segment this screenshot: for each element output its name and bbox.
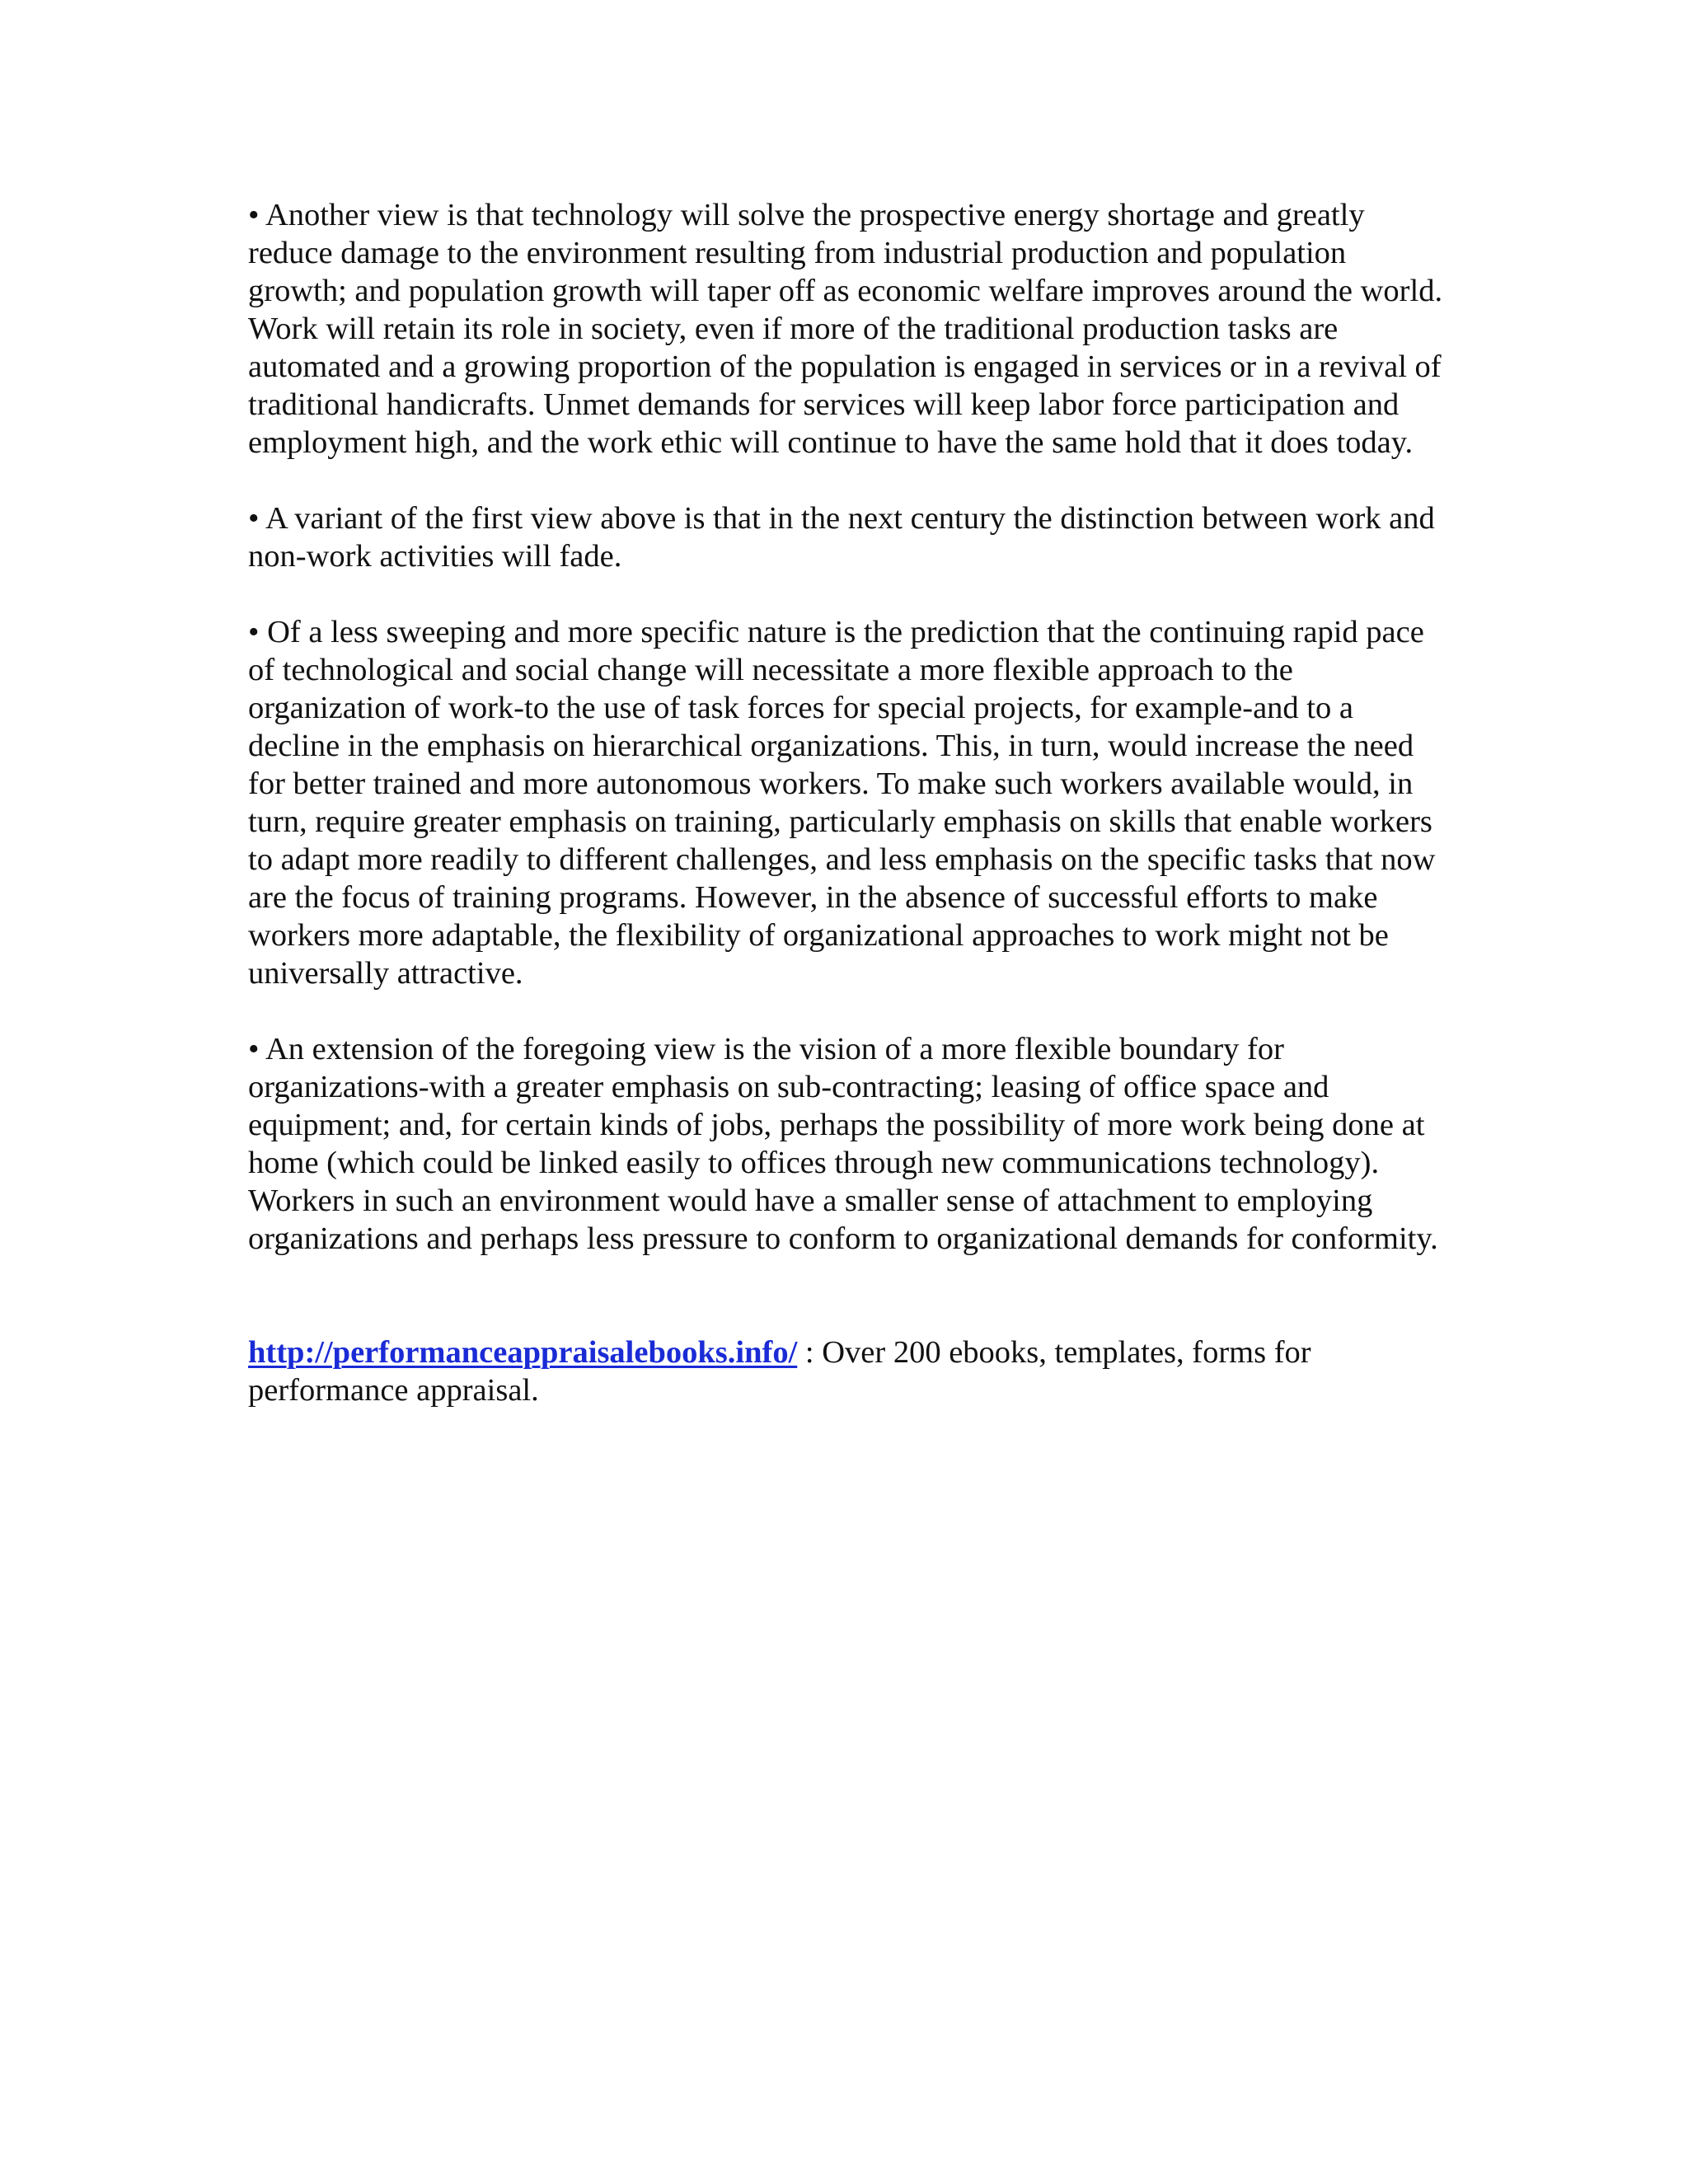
- footer-promo-line: [248, 1333, 1451, 1409]
- website-link[interactable]: http://performanceappraisalebooks.info/: [248, 1335, 798, 1370]
- bullet-paragraph-flexible-organization: • Of a less sweeping and more specific nature is the prediction that the continuing rapid pace of technological and social change will necessitate a more flexible approach to the organization of work-to the use of task forces for special projects, for example-and to a decline in the emphasis on hierarchical organizations. This, in turn, would increase the need for better trained and more autonomous workers. To make such workers available would, in turn, require greater emphasis on training, particularly emphasis on skills that enable workers to adapt more readily to different challenges, and less emphasis on the specific tasks that now are the focus of training programs. However, in the absence of successful efforts to make workers more adaptable, the flexibility of organizational approaches to work might not be universally attractive.: [248, 615, 1436, 991]
- footer-promo-text: : Over 200 ebooks, templates, forms for performance appraisal.: [248, 1335, 1311, 1408]
- document-body: [248, 196, 1451, 1409]
- bullet-paragraph-technology-view: • Another view is that technology will solve the prospective energy shortage and greatly reduce damage to the environment resulting from industrial production and population growth; and population growth will taper off as economic welfare improves around the world. Work will retain its role in society, even if more of the traditional production tasks are automated and a growing proportion of the population is engaged in services or in a revival of traditional handicrafts. Unmet demands for services will keep labor force participation and employment high, and the work ethic will continue to have the same hold that it does today.: [248, 198, 1443, 460]
- bullet-paragraph-variant-view: • A variant of the first view above is that in the next century the distinction between work and non-work activities will fade.: [248, 501, 1435, 574]
- bullet-paragraph-flexible-boundary: • An extension of the foregoing view is the vision of a more flexible boundary for organizations-with a greater emphasis on sub-contracting; leasing of office space and equipment; and, for certain kinds of jobs, perhaps the possibility of more work being done at home (which could be linked easily to offices through new communications technology). Workers in such an environment would have a smaller sense of attachment to employing organizations and perhaps less pressure to conform to organizational demands for conformity.: [248, 1032, 1438, 1256]
